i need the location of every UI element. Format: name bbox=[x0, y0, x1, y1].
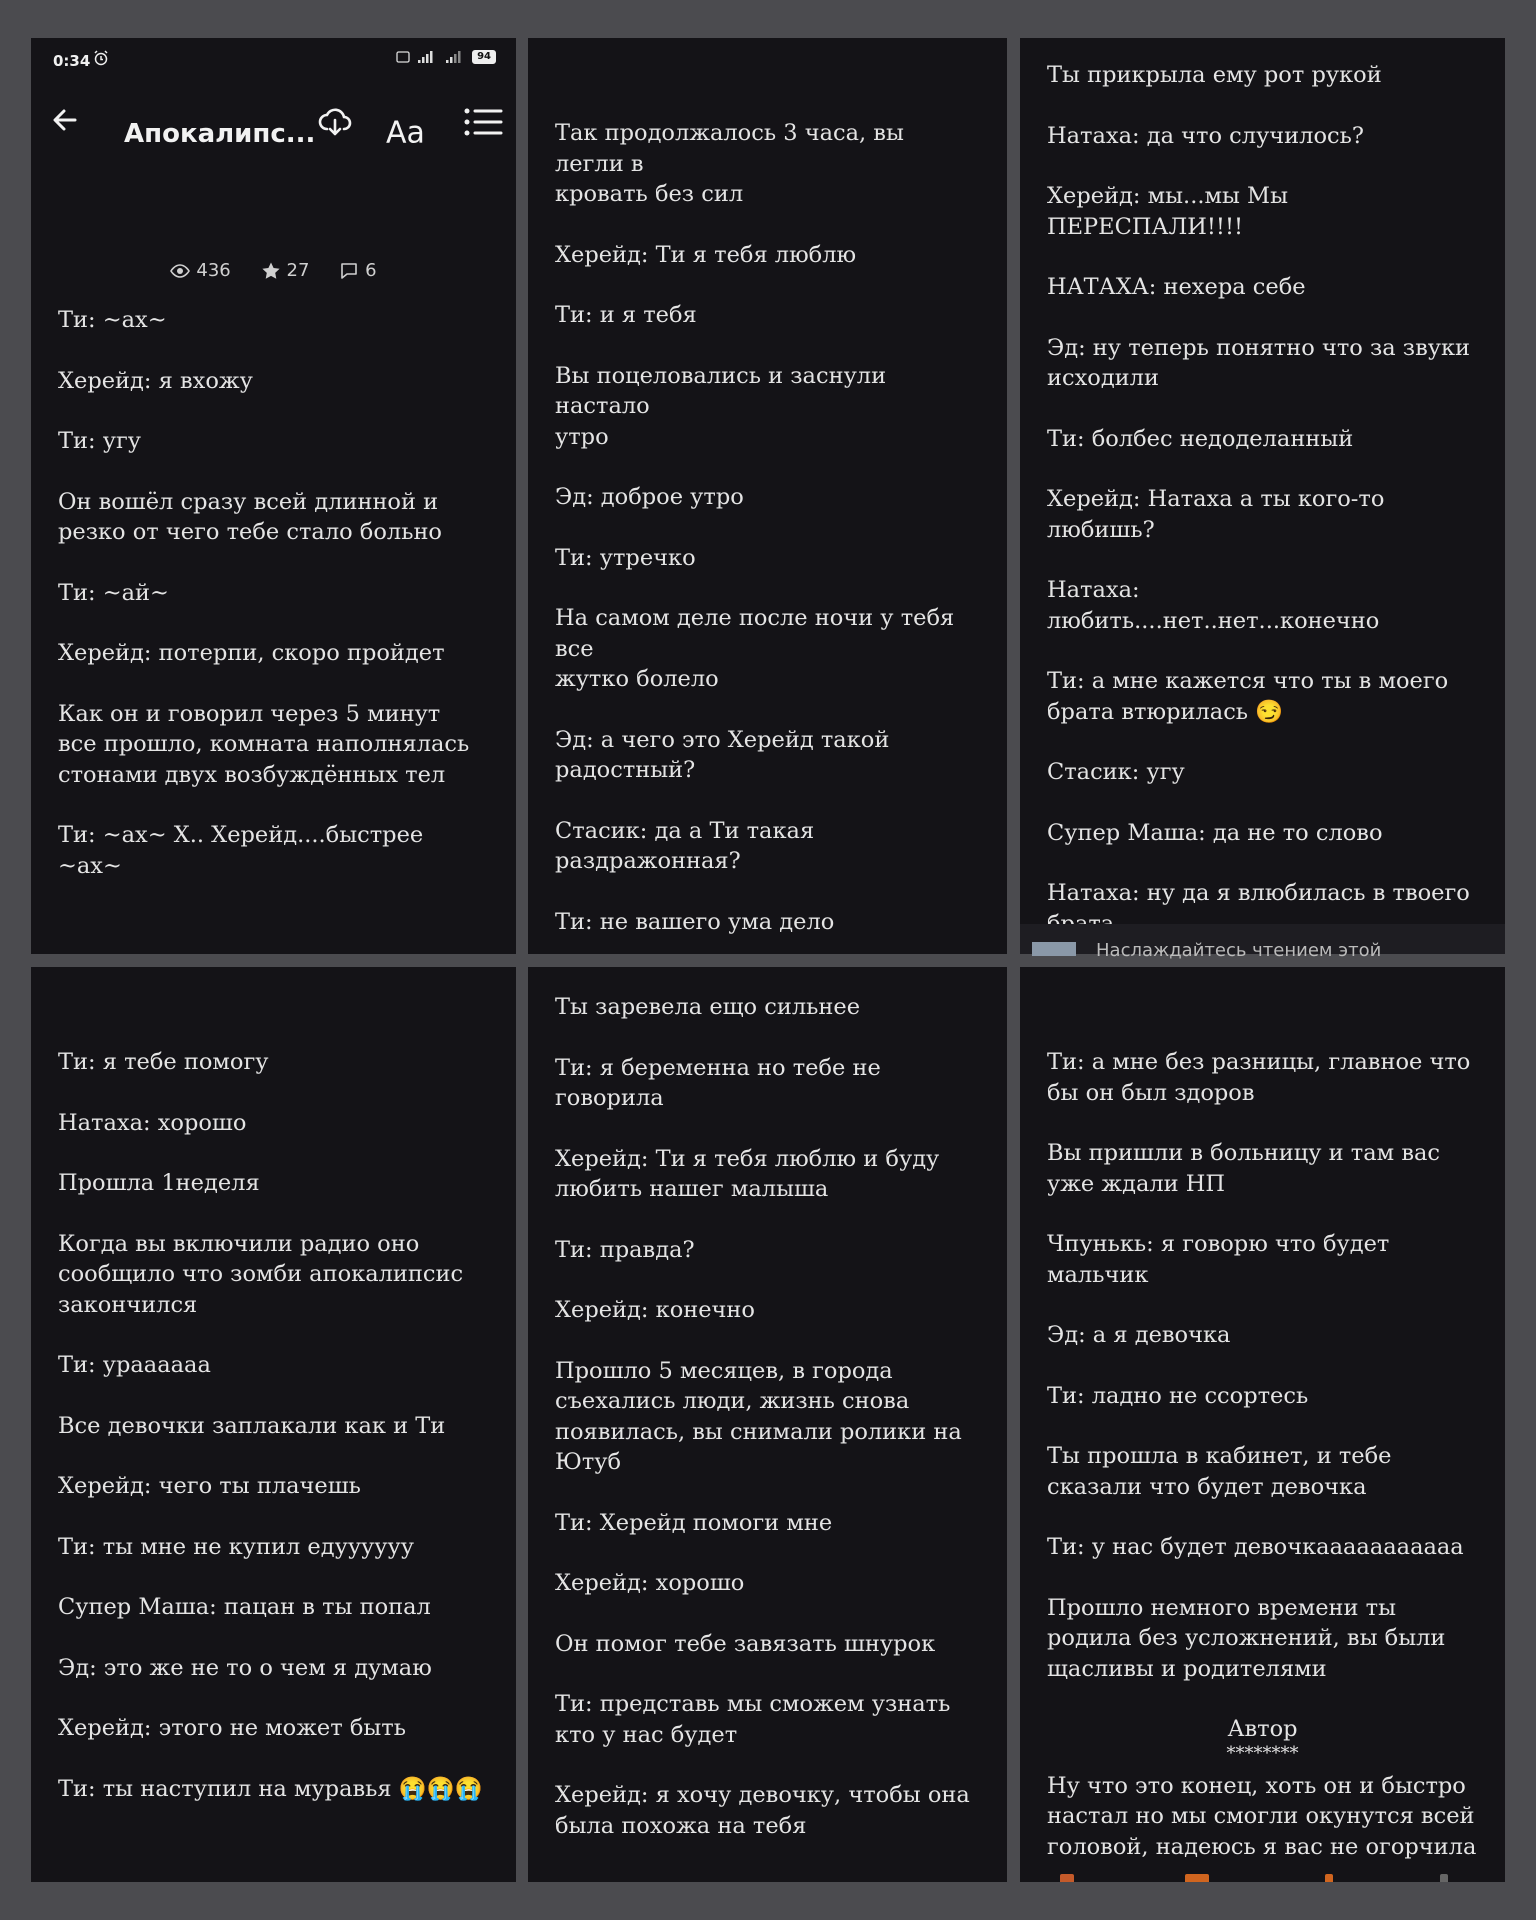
comment-icon bbox=[339, 261, 359, 281]
screenshot-panel-2 bbox=[528, 38, 1007, 954]
recommendation-thumbnail bbox=[1032, 942, 1076, 956]
paragraph: Ти: правда? bbox=[555, 1236, 695, 1263]
status-icons bbox=[396, 50, 496, 64]
paragraph: Ти: ураааааа bbox=[58, 1352, 211, 1378]
paragraph: Прошло немного времени ты родила без усложнений, вы были щасливы и родителями bbox=[1047, 1594, 1446, 1682]
paragraph: Супер Маша: пацан в ты попал bbox=[58, 1594, 431, 1620]
views-count: 436 bbox=[196, 260, 231, 281]
comments-stat bbox=[339, 260, 376, 281]
paragraph: Ти: угу bbox=[58, 428, 142, 454]
screenshot-panel-5 bbox=[528, 967, 1007, 1882]
reader-toolbar bbox=[31, 82, 516, 168]
screenshot-panel-6 bbox=[1020, 967, 1505, 1882]
paragraph: Ти: не вашего ума дело bbox=[555, 908, 835, 935]
paragraph: Чпунькь: я говорю что будет мальчик bbox=[1047, 1231, 1397, 1288]
paragraph: Эд: а чего это Херейд такой радостный? bbox=[555, 726, 890, 783]
paragraph: Супер Маша: да не то слово bbox=[1047, 819, 1383, 846]
reward-icon[interactable] bbox=[1185, 1874, 1209, 1882]
paragraph: Ти: и я тебя bbox=[555, 302, 697, 328]
story-text-3 bbox=[1020, 60, 1505, 939]
paragraph: Эд: ну теперь понятно что за звуки исходили bbox=[1047, 334, 1471, 391]
paragraph: Натаха: ну да я влюбилась в твоего bbox=[1047, 880, 1470, 906]
status-bar bbox=[31, 38, 516, 82]
screenshot-panel-3 bbox=[1020, 38, 1505, 961]
stars-stat bbox=[261, 260, 310, 281]
paragraph: Херейд: этого не может быть bbox=[58, 1715, 406, 1741]
story-text-5 bbox=[528, 992, 1007, 1841]
comments-count: 6 bbox=[365, 260, 377, 281]
paragraph: Херейд: хорошо bbox=[555, 1570, 745, 1596]
paragraph: Херейд: я вхожу bbox=[58, 367, 253, 394]
paragraph: Херейд: я хочу девочку, чтобы она была похожа на тебя bbox=[555, 1782, 970, 1839]
story-text-4 bbox=[31, 1047, 516, 1804]
signal-icon-2 bbox=[444, 50, 466, 64]
paragraph: Ти: ты наступил на муравья 😭😭😭 bbox=[58, 1775, 483, 1802]
paragraph: Когда вы включили радио оно сообщило что зомби апокалипсис закончился bbox=[58, 1230, 464, 1318]
paragraph: Прошло 5 месяцев, в города съехались люди, жизнь снова появилась, вы снимали ролики на Ютуб bbox=[555, 1357, 962, 1475]
signal-icon bbox=[416, 50, 438, 64]
story-text-6 bbox=[1020, 1047, 1505, 1862]
paragraph: Ти: болбес недоделанный bbox=[1047, 425, 1354, 452]
paragraph: Он вошёл сразу всей длинной и резко от чего тебе стало больно bbox=[58, 488, 442, 545]
paragraph: Ти: ~ай~ bbox=[58, 579, 169, 606]
paragraph: Вы пришли в больницу и там вас уже ждали НП bbox=[1047, 1140, 1441, 1197]
star-icon bbox=[261, 261, 281, 281]
paragraph: Он помог тебе завязать шнурок bbox=[555, 1630, 936, 1657]
sim-icon bbox=[396, 51, 410, 63]
recommendation-banner[interactable] bbox=[1020, 924, 1505, 961]
eye-icon bbox=[170, 261, 190, 281]
chapter-list-icon[interactable] bbox=[463, 106, 503, 138]
views-stat bbox=[170, 260, 230, 281]
author-note: Ну что это конец, хоть он и быстро настал но мы смогли окунутся всей головой, надеюсь я вас не огорчила bbox=[1047, 1772, 1477, 1860]
paragraph: Херейд: Натаха а ты кого-то любишь? bbox=[1047, 486, 1385, 543]
paragraph: Херейд: потерпи, скоро пройдет bbox=[58, 640, 445, 666]
paragraph: Ты прошла в кабинет, и тебе сказали что будет девочка bbox=[1047, 1443, 1392, 1500]
paragraph: Ти: а мне кажется что ты в моего брата втюрилась 😏 bbox=[1047, 668, 1449, 725]
paragraph: Херейд: Ти я тебя люблю bbox=[555, 241, 857, 268]
screenshot-panel-4 bbox=[31, 967, 516, 1882]
paragraph: Вы поцеловались и заснули настало утро bbox=[555, 362, 887, 450]
paragraph: Прошла 1неделя bbox=[58, 1170, 260, 1196]
paragraph: Ти: я беременна но тебе не говорила bbox=[555, 1054, 888, 1111]
paragraph: Эд: а я девочка bbox=[1047, 1322, 1231, 1348]
paragraph: Эд: доброе утро bbox=[555, 484, 744, 510]
download-icon[interactable] bbox=[317, 104, 353, 140]
paragraph: Стасик: угу bbox=[1047, 759, 1185, 785]
screenshot-panel-1 bbox=[31, 38, 516, 954]
paragraph: Ты заревела ещо сильнее bbox=[555, 994, 861, 1020]
share-icon[interactable] bbox=[1325, 1874, 1333, 1882]
paragraph: Ти: ~ах~ bbox=[58, 307, 167, 333]
paragraph: Ти: я тебе помогу bbox=[58, 1049, 269, 1075]
story-title: Апокалипс... bbox=[124, 119, 316, 149]
paragraph: Херейд: чего ты плачешь bbox=[58, 1473, 361, 1499]
paragraph: Ти: представь мы сможем узнать кто у нас будет bbox=[555, 1691, 951, 1748]
paragraph: На самом деле после ночи у тебя все жутко болело bbox=[555, 605, 955, 692]
paragraph: Натаха: да что случилось? bbox=[1047, 122, 1364, 149]
stars-count: 27 bbox=[286, 260, 310, 281]
author-heading: Автор bbox=[1227, 1716, 1298, 1742]
paragraph: Ты прикрыла ему рот рукой bbox=[1047, 62, 1382, 88]
font-settings-button[interactable]: Aa bbox=[386, 115, 425, 151]
paragraph: Все девочки заплакали как и Ти bbox=[58, 1412, 446, 1439]
back-arrow-icon[interactable] bbox=[49, 104, 81, 136]
paragraph: Ти: ты мне не купил едуууууу bbox=[58, 1533, 415, 1560]
paragraph: Херейд: конечно bbox=[555, 1297, 755, 1323]
paragraph: Стасик: да а Ти такая раздражонная? bbox=[555, 817, 815, 874]
paragraph: Ти: ~ах~ Х.. Херейд....быстрее ~ах~ bbox=[58, 822, 431, 879]
paragraph: Эд: это же не то о чем я думаю bbox=[58, 1654, 432, 1681]
paragraph: Херейд: Ти я тебя люблю и буду любить нашег малыша bbox=[555, 1145, 940, 1202]
status-time: 0:34 bbox=[53, 52, 91, 70]
more-icon[interactable] bbox=[1440, 1874, 1448, 1882]
paragraph: Ти: у нас будет девочкааааааааааа bbox=[1047, 1534, 1464, 1560]
battery-indicator: 94 bbox=[472, 50, 496, 64]
paragraph: Херейд: мы...мы Мы ПЕРЕСПАЛИ!!!! bbox=[1047, 183, 1296, 240]
recommendation-text: Наслаждайтесь чтением этой bbox=[1096, 940, 1382, 961]
paragraph: Натаха: любить....нет..нет...конечно bbox=[1047, 577, 1380, 634]
paragraph: Ти: ладно не ссортесь bbox=[1047, 1382, 1309, 1409]
paragraph: НАТАХА: нехера себе bbox=[1047, 274, 1306, 300]
story-text-2 bbox=[528, 118, 1007, 998]
paragraph: Натаха: хорошо bbox=[58, 1109, 247, 1136]
story-stats bbox=[31, 260, 516, 286]
paragraph: Ти: утречко bbox=[555, 544, 696, 571]
paragraph: Ти: а мне без разницы, главное что бы он был здоров bbox=[1047, 1049, 1471, 1106]
paragraph: Как он и говорил через 5 минут все прошло, комната наполнялась стонами двух возбуждённых тел bbox=[58, 700, 470, 788]
author-separator: ******** bbox=[1226, 1742, 1299, 1764]
bottom-action-bar bbox=[1020, 1870, 1505, 1882]
story-text-1 bbox=[31, 305, 516, 881]
alarm-icon bbox=[93, 50, 109, 66]
paragraph: Так продолжалось 3 часа, вы легли в кровать без сил bbox=[555, 120, 904, 207]
like-icon[interactable] bbox=[1060, 1874, 1074, 1882]
paragraph: Ти: Херейд помоги мне bbox=[555, 1509, 833, 1536]
